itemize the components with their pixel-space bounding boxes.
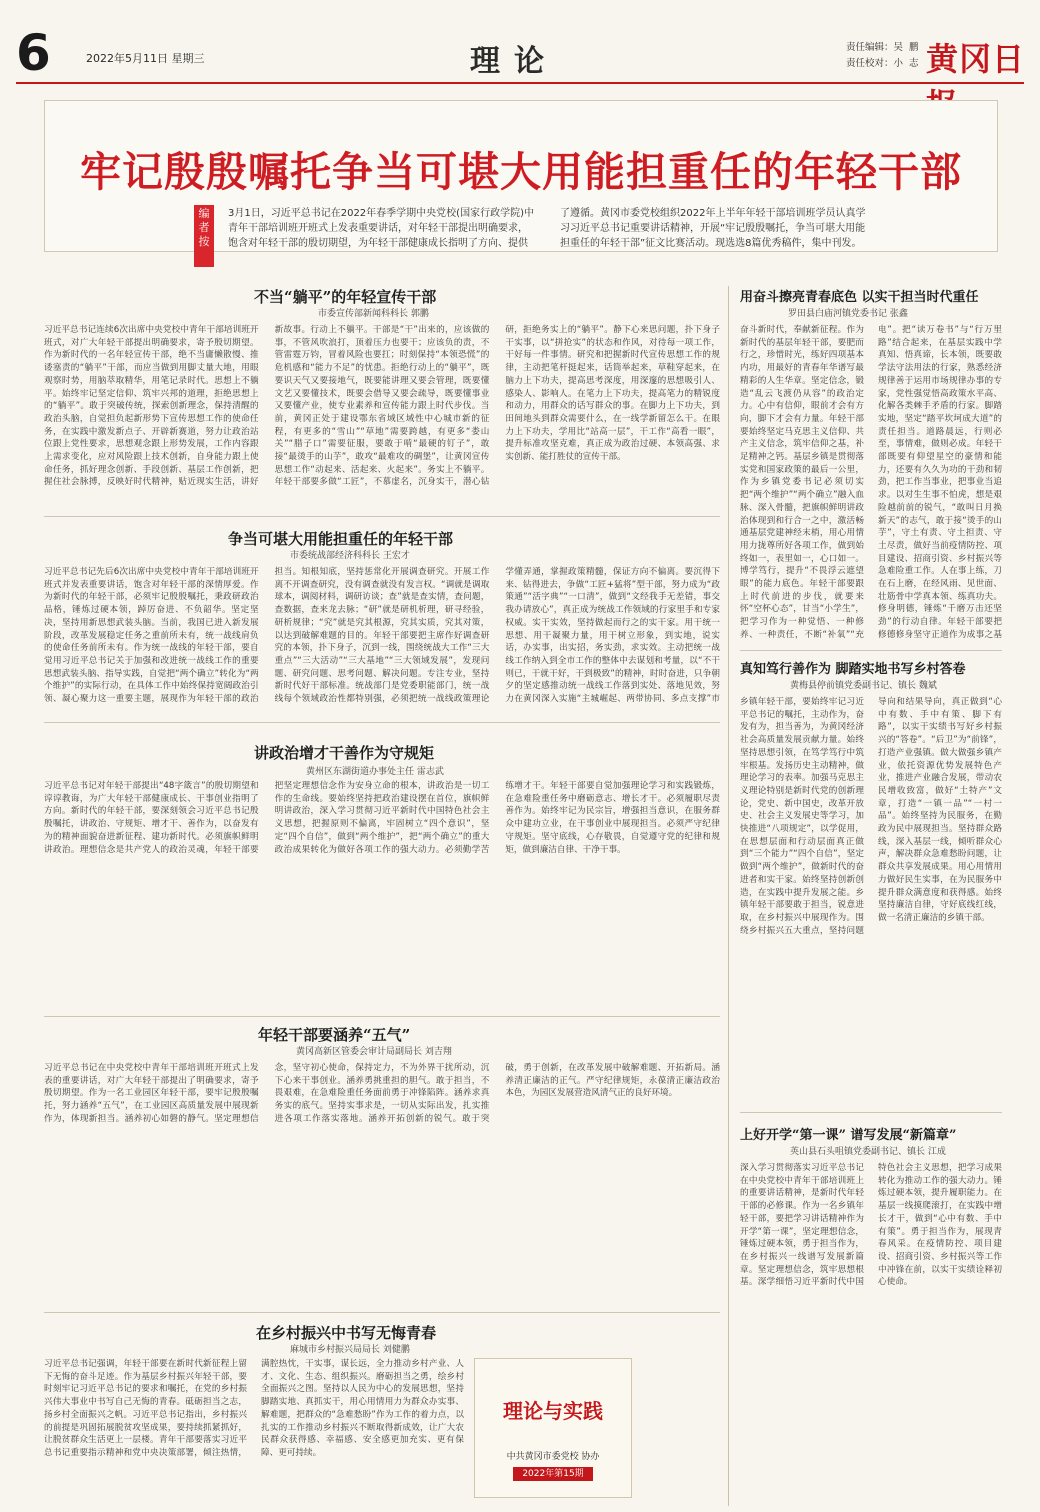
article-title: 真知笃行善作为 脚踏实地书写乡村答卷 <box>740 662 966 677</box>
column-title: 理论与实践 <box>503 1399 603 1423</box>
masthead <box>0 0 1040 84</box>
article-body: 习近平总书记对年轻干部提出“48字箴言”的殷切期望和谆谆教诲，为广大年轻干部健康成长、干事创业指明了方向。新时代的年轻干部，要深刻领会习近平总书记殷殷嘱托，讲政治、守规矩、增才干、善作为，以奋发有为的精神面貌奋进新征程、建功新时代。必须旗帜鲜明讲政治。理想信念是共产党人的政治灵魂，年轻干部要把坚定理想信念作为安身立命的根本，讲政治是一切工作的生命线。要始终坚持把政治建设摆在首位，旗帜鲜明讲政治，深入学习贯彻习近平新时代中国特色社会主义思想，把握原则不偏离，牢固树立“四个意识”，坚定“四个自信”，做到“两个维护”，把“两个确立”的重大政治成果转化为做好各项工作的强大动力。必须勤学苦练增才干。年轻干部要自觉加强理论学习和实践锻炼，在急难险重任务中磨砺意志、增长才干。必须履职尽责善作为。始终牢记为民宗旨，增强担当意识，在服务群众中建功立业，在干事创业中展现担当。必须严守纪律守规矩。坚守底线，心存敬畏，自觉遵守党的纪律和规矩，做到廉洁自律、干净干事。 <box>44 781 720 855</box>
article-byline: 市委统战部经济科科长 王宏才 <box>290 551 410 561</box>
column-box <box>474 1358 632 1498</box>
article-body: 习近平总书记强调，年轻干部要在新时代新征程上留下无悔的奋斗足迹。作为基层乡村振兴年轻干部，要时刻牢记习近平总书记的要求和嘱托，在党的乡村振兴伟大事业中书写自己无悔的青春。砥砺担当之志，扬乡村全面振兴之帆。习近平总书记指出，乡村振兴的前提是巩固拓展脱贫攻坚成果，要持续抓紧抓好，让脱贫群众生活更上一层楼。青年干部要落实习近平总书记重要指示精神和党中央决策部署，倾注热情，满腔热忱，干实事，谋长远，全力推动乡村产业、人才、文化、生态、组织振兴。磨砺担当之勇，绘乡村全面振兴之图。坚持以人民为中心的发展思想，坚持脚踏实地、真抓实干，用心用情用力为群众办实事、解难题，把群众的“急难愁盼”作为工作的着力点，以扎实的工作推动乡村振兴不断取得新成效，让广大农民群众获得感、幸福感、安全感更加充实、更有保障、更可持续。 <box>44 1359 464 1458</box>
section-title: 理论 <box>470 44 558 79</box>
article-title: 不当“躺平”的年轻宣传干部 <box>254 288 437 306</box>
article-byline: 黄州区东湖街道办事处主任 雷志武 <box>306 767 444 777</box>
article-byline: 麻城市乡村振兴局局长 刘健鹏 <box>290 1345 410 1355</box>
editor-note-tag: 编者按 <box>194 205 214 267</box>
article-body-continued <box>640 1358 720 1508</box>
editor-credits <box>846 40 919 72</box>
article-byline: 黄冈高新区管委会审计局副局长 刘吉翔 <box>296 1047 452 1057</box>
section-divider <box>740 650 1002 651</box>
article-byline: 市委宣传部新闻科科长 郭鹏 <box>318 309 429 319</box>
article-title: 争当可堪大用能担重任的年轻干部 <box>228 530 454 548</box>
editor-line: 责任编辑：吴 鹏 <box>846 42 919 53</box>
masthead-rule <box>16 82 1024 84</box>
section-divider <box>44 516 720 517</box>
column-organizer: 中共黄冈市委党校 协办 <box>506 1452 600 1462</box>
article-title: 用奋斗擦亮青春底色 以实干担当时代重任 <box>740 290 979 305</box>
article-title: 上好开学“第一课” 谱写发展“新篇章” <box>740 1128 957 1143</box>
newspaper-logo: 黄冈日 <box>926 40 1026 78</box>
page-number: 6 <box>16 24 51 82</box>
section-divider <box>44 722 720 723</box>
section-divider <box>740 1112 1002 1113</box>
issue-date: 2022年5月11日 星期三 <box>86 52 205 65</box>
article-body: 习近平总书记连续6次出席中央党校中青年干部培训班开班式，对广大年轻干部提出明确要求，寄予殷切期望。作为新时代的一名年轻宣传干部，绝不当庸懒散慢、推诿塞责的“躺平”干部，而应当做到用脚丈量大地，用眼观察时势，用脑萃取精华，用笔记录时代。思想上不躺平。始终牢记坚定信仰、筑牢兴邦的道理，拒绝思想上的“躺平”。敢于突破传统，探索创新理念，保持清醒的政治头脑，自觉担负起新形势下宣传思想工作的使命任务，在实践中激发新点子、开辟新赛道，努力让政治站位跟上党性要求，思想观念跟上形势发展，工作内容跟上需求变化，应对风险跟上技术创新，自身能力跟上使命任务，抓好理念创新、手段创新、基层工作创新，把握住社会脉搏，反映好时代精神，贴近现实生活，讲好新故事。行动上不躺平。干部是“干”出来的，应该做的事，不管风吹浪打，顶着压力也要干；应该负的责，不管雷霆万钧，冒着风险也要扛；时刻保持“本领恐慌”的危机感和“能力不足”的忧患。拒绝行动上的“躺平”，既要识天气又要接地气，既要能讲理又要会管理，既要懂文艺又要懂技术，既要会借导又要会疏导，既要懂事业又要懂产业，使专业素养和宣传能力跟上时代步伐。当前，黄冈正处于建设鄂东省域区域性中心城市新的征程，有更多的“雪山”“草地”需要跨越，有更多“娄山关”“腊子口”需要征服，要敢于啃“最硬的钉子”，敢接“最烫手的山芋”，敢攻“最难攻的碉堡”，让黄冈宣传思想工作“动起来、活起来、火起来”。务实上不躺平。年轻干部要多做“工匠”，不慕虚名，沉身实干，潜心钻研，拒绝务实上的“躺平”。静下心来思问题，扑下身子干实事，以“拼抢实”的状态和作风，对待每一项工作，干好每一件事情。研究和把握新时代宣传思想工作的规律，主动把笔杆挺起来，话筒举起来，草鞋穿起来，在脑力上下功夫，提高思考深度，用深邃的思想吸引人、感染人、影响人。在笔力上下功夫，提高笔力的精锐度和动力，用群众的话写群众的事。在脚力上下功夫，到田间地头到群众需要什么，在一线学新留怎么干。在眼力上下功夫，学用比“站高一层”，干工作“高看一眼”，提升标准攻坚克难，真正成为政治过硬、本领高强、求实创新、能打胜仗的宣传干部。 <box>44 325 720 488</box>
section-divider <box>44 1312 720 1313</box>
column-divider <box>728 286 729 1506</box>
article-byline: 黄梅县停前镇党委副书记、镇长 魏斌 <box>790 681 937 691</box>
article-body: 乡镇年轻干部，要始终牢记习近平总书记的嘱托，主动作为，奋发有为，担当善为，为黄冈经济社会高质量发展贡献力量。始终坚持思想引领，在笃学笃行中筑牢根基。发扬历史主动精神，做理论学习的表率。加强马克思主义理论特别是新时代党的创新理论，党史、新中国史，改革开放史、社会主义发展史等学习，加快推进“八项规定”，以学促用，在思想层面和行动层面真正做到“三个能力”“四个自信”，坚定做到“两个维护”，做新时代的奋进者和实干家。始终坚持创新创造，在实践中提升发展之能。乡镇年轻干部要敢于担当，锐意进取，在乡村振兴中展现作为。围绕乡村振兴五大重点，坚持问题导向和结果导向，真正做到“心中有数、手中有策、脚下有路”，以实干实绩书写好乡村振兴的“答卷”。“后卫”为“前锋”，打造产业强镇。做大做强乡镇产业，依托资源优势发展特色产业，推进产业融合发展，带动农民增收致富，做好“土特产”文章，打造“一镇一品”“一村一品”。始终坚持为民服务，在勤政为民中展现担当。坚持群众路线，深入基层一线，倾听群众心声，解决群众急难愁盼问题，让群众共享发展成果。用心用情用力做好民生实事，在为民服务中提升群众满意度和获得感。始终坚持廉洁自律，守好底线红线，做一名清正廉洁的乡镇干部。 <box>740 697 1002 936</box>
editor-note-text: 3月1日，习近平总书记在2022年春季学期中央党校(国家行政学院)中青年干部培训班开班式上发表重要讲话，对年轻干部提出明确要求，饱含对年轻干部的殷切期望，为年轻干部健康成长指明了方向、提供了遵循。黄冈市委党校组织2022年上半年年轻干部培训班学员认真学习习近平总书记重要讲话精神，开展“牢记殷殷嘱托，争当可堪大用能担重任的年轻干部”征文比赛活动。现选选8篇优秀稿件，集中刊发。 <box>228 208 866 249</box>
article-body: 习近平总书记先后6次出席中央党校中青年干部培训班开班式并发表重要讲话，饱含对年轻干部的深情厚爱。作为新时代的年轻干部，必须牢记殷殷嘱托，秉政研政治品格，锤炼过硬本领，踔厉奋进、不负韶华。坚定坚决，坚持用新思想武装头脑。当前，我国已进入新发展阶段，改革发展稳定任务之重前所未有，统一战线肩负的使命任务前所未有。作为统一战线的年轻干部，要自觉用习近平总书记关于加强和改进统一战线工作的重要思想武装头脑、指导实践，自觉把“两个确立”转化为“两个维护”的实际行动，在具体工作中始终保持宽阔政治引领、凝心聚力这一重要主题，展现作为年轻干部的政治担当。知根知底，坚持惩常化开展调查研究。开展工作离不开调查研究，没有调查就没有发言权。“调就是调取球本，调阅材料，调研访谈；查”就是查实情，查问题，查数据，查来龙去脉；“研”就是研机析理，研寻经验，研析规律；“究”就是究其根源，究其实质，究其对策，以达到破解难题的目的。年轻干部要把主席作好调查研究的本领，扑下身子，沉到一线，围绕统战大工作“三大重点”“三大活动”“三大基地”“三大领域发展”，发现问题、研究问题、思考问题、解决问题。专注专业，坚持新时代好干部标准。统战部门是党委职能部门，统一战线每个领域政治性都特别强，必须把统一战线政策理论学懂弄通，掌握政策精髓，保证方向不偏离。要沉得下来、钻得进去，争做“工匠+猛将”型干部，努力成为“政策通”“活字典”“一口清”，做到“文经我手无差错，事交我办请放心”，真正成为统战工作领域的行家里手和专家权威。实干实效，坚持做起而行之的实干家。用干统一思想、用干凝聚力量，用干树立形象，到实地，说实话，办实事，出实招，务实劲，求实效。主动把统一战线工作纳入到全市工作的整体中去谋划和考量，以“不干则已，干就干好，干到极致”的精神，时时奋进，只争朝夕的坚定感推动统一战线工作落到实处、落地见效，努力在黄冈深入实施“主城崛起、两带协同、多点支撑”市 <box>44 567 720 705</box>
main-headline: 牢记殷殷嘱托争当可堪大用能担重任的年轻干部 <box>80 148 962 196</box>
article-title: 在乡村振兴中书写无悔青春 <box>256 1324 437 1342</box>
column-issue: 2022年第15期 <box>513 1467 593 1481</box>
article-body: 深入学习贯彻落实习近平总书记在中央党校中青年干部培训班上的重要讲话精神，是新时代年轻干部的必修课。作为一名乡镇年轻干部，要把学习讲话精神作为开学“第一课”，坚定理想信念，锤炼过硬本领，勇于担当作为，在乡村振兴一线谱写发展新篇章。坚定理想信念，筑牢思想根基。深学细悟习近平新时代中国特色社会主义思想，把学习成果转化为推动工作的强大动力。锤炼过硬本领，提升履职能力。在基层一线摸爬滚打，在实践中增长才干，做到“心中有数、手中有策”。勇于担当作为，展现青春风采。在疫情防控、项目建设、招商引资、乡村振兴等工作中冲锋在前，以实干实绩诠释初心使命。 <box>740 1163 1002 1288</box>
article-byline: 英山县石头咀镇党委副书记、镇长 江成 <box>790 1147 946 1157</box>
section-divider <box>44 1016 720 1017</box>
article-byline: 罗田县白庙河镇党委书记 张鑫 <box>788 309 908 319</box>
proofreader-line: 责任校对：小 志 <box>846 58 919 69</box>
article-body: 奋斗新时代，奉献新征程。作为新时代的基层年轻干部，要肥而行之，珍惜时光，练好四项基本内功，用最好的青春年华谱写最精彩的人生华章。坚定信念，锻造“乱云飞渡仍从容”的政治定力。心中有信仰，眼前才会有方向，脚下才会有力量。年轻干部要始终坚定马克思主义信仰、共产主义信念，筑牢信仰之基，补足精神之钙。基层乡镇是贯彻落实党和国家政策的最后一公里，作为乡镇党委书记必须切实把“两个维护”“两个确立”融入血脉、深入骨髓，把旗帜鲜明讲政治体现到和行合一之中，激活畅通基层党建神经末梢，用心用情用力拢尊所好各项工作，做到始终如一，表里如一，心口如一。博学笃行，提升“不畏浮云遮望眼”的能力底色。年轻干部要跟上时代前进的步伐，就要来怀“空杯心态”，甘当“小学生”，把学习作为一种觉悟、一种修养、一种责任，不断“补氧”“充电”。把“读万卷书”与“行万里路”结合起来，在基层实践中学真知、悟真谛，长本领，既要敢学法守法用法的行家，熟悉经济规律善于运用市场规律办事的专家，党性强觉悟高政策水平高、化解各类棘手矛盾的行家。脚踏实地，坚定“踏平坎坷成大道”的责任担当。道路晨远，行则必至，事情难，做则必成。年轻干部既要有仰望星空的豪情和能力，还要有久久为功的干劲和韧劲，把工作当事业，把事业当追求。以对生生事不怕虎，想是艰险越前前的锐气，“敢叫日月换新天”的志气，敢于接“烫手的山芋”，守土有责、守土担责、守土尽责，做好当前疫情防控、项目建设、招商引资、乡村振兴等急难险重工作。人在事上练，刀在石上磨，在经风雨、见世面、壮筋骨中学真本领、练真功夫。修身明德，锤炼“千磨万击还坚劲”的行动自律。年轻干部要把修德修身坚守正道作为成事之基 <box>740 325 1002 640</box>
article-body: 习近平总书记在中央党校中青年干部培训班开班式上发表的重要讲话，对广大年轻干部提出了明确要求，寄予殷切期望。作为一名工业园区年轻干部，要牢记殷殷嘱托，努力涵养“五气”，在工业园区高质量发展中展现新作为，体现新担当。涵养初心如磐的静气。坚定理想信念，坚守初心使命，保持定力，不为外界干扰所动，沉下心来干事创业。涵养勇挑重担的胆气。敢于担当，不畏艰难，在急难险重任务面前勇于冲锋陷阵。涵养求真务实的底气。坚持实事求是，一切从实际出发，扎实推进各项工作落实落地。涵养开拓创新的锐气。敢于突破，勇于创新，在改革发展中破解难题、开拓新局。涵养清正廉洁的正气。严守纪律规矩，永葆清正廉洁政治本色，为园区发展营造风清气正的良好环境。 <box>44 1063 720 1124</box>
article-title: 讲政治增才干善作为守规矩 <box>254 744 435 762</box>
article-title: 年轻干部要涵养“五气” <box>258 1026 411 1044</box>
